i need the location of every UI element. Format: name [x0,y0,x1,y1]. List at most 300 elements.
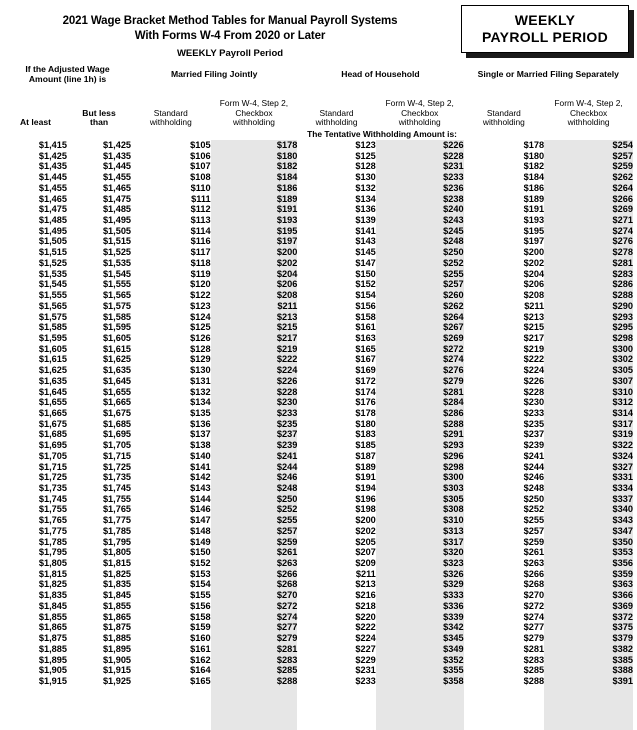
header-single-checkbox [544,84,633,128]
table-cell: $302 [544,354,633,365]
table-cell: $155 [190,590,211,601]
table-cell: $1,715 [38,461,67,472]
table-cell: $274 [376,354,464,365]
table-cell: $1,595 [38,332,67,343]
table-cell: $158 [355,311,376,322]
table-row [4,344,633,355]
table-cell: $277 [211,622,298,633]
table-cell: $207 [355,547,376,558]
table-cell: $189 [355,461,376,472]
table-cell: $385 [544,655,633,666]
table-cell: $333 [376,590,464,601]
header-mfj-checkbox-line-1: Form W-4, Step 2, [219,98,289,109]
header-mfj-standard [131,84,211,128]
table-cell: $339 [376,612,464,623]
table-cell: $222 [355,622,376,633]
table-cell-blank [464,719,545,730]
table-cell: $250 [211,494,298,505]
table-cell: $262 [544,172,633,183]
table-cell: $130 [190,365,211,376]
table-cell: $257 [211,526,298,537]
header-adjusted-wage-line-2: Amount (line 1h) is [28,74,107,84]
table-cell-blank [544,708,633,719]
table-cell: $134 [190,397,211,408]
table-cell: $146 [190,504,211,515]
header-but-less-than-line-1: But less [82,107,116,118]
header-mfj-checkbox-line-2: Checkbox [235,107,273,118]
table-cell: $1,435 [102,150,132,161]
table-cell: $162 [190,654,211,665]
table-cell: $1,545 [102,268,132,279]
table-cell: $1,875 [102,622,132,633]
table-cell: $285 [523,665,545,676]
table-cell: $1,845 [102,590,132,601]
table-cell: $147 [355,257,376,268]
table-cell: $1,455 [102,172,132,183]
table-row-blank [4,708,633,719]
table-cell: $193 [523,215,545,226]
table-cell: $322 [544,440,633,451]
table-cell: $159 [190,622,211,633]
table-cell: $1,625 [38,365,67,376]
table-cell: $1,685 [102,418,132,429]
table-cell: $224 [211,365,298,376]
header-adjusted-wage [4,64,131,84]
table-cell: $197 [523,236,545,247]
table-cell: $158 [190,611,211,622]
table-cell: $264 [544,183,633,194]
table-row [4,655,633,666]
table-cell: $236 [376,183,464,194]
table-cell: $217 [523,332,545,343]
table-cell: $235 [211,419,298,430]
header-single-checkbox-line-1: Form W-4, Step 2, [554,98,623,109]
table-cell: $340 [544,504,633,515]
table-cell: $184 [523,172,545,183]
table-cell: $1,815 [38,568,67,579]
table-cell: $252 [376,258,464,269]
table-cell: $1,895 [102,643,132,654]
table-cell: $1,565 [102,290,132,301]
table-cell: $1,505 [102,225,132,236]
table-cell: $1,785 [102,525,132,536]
table-cell: $130 [355,172,376,183]
table-cell: $1,595 [102,322,132,333]
table-cell: $191 [355,472,376,483]
table-row [4,601,633,612]
table-cell: $305 [376,494,464,505]
header-mfj-standard-line-1: Standard [153,107,188,118]
table-cell: $230 [211,397,298,408]
table-cell: $219 [211,344,298,355]
header-but-less-than-line-2: than [89,117,109,128]
table-cell: $200 [355,515,376,526]
table-row [4,151,633,162]
table-cell: $197 [211,236,298,247]
table-cell: $1,515 [102,236,132,247]
table-row [4,194,633,205]
table-cell: $136 [355,204,376,215]
table-cell-blank [376,687,464,698]
table-cell-blank [376,708,464,719]
table-cell: $293 [376,440,464,451]
table-cell: $107 [190,161,211,172]
table-cell: $1,755 [102,493,132,504]
table-cell: $114 [190,225,211,236]
table-cell: $375 [544,622,633,633]
table-cell: $1,925 [102,675,132,686]
header-hoh-checkbox-line-2: Checkbox [401,107,439,118]
table-cell: $1,495 [102,215,132,226]
table-cell-blank [67,687,131,698]
table-row [4,301,633,312]
table-cell: $248 [376,236,464,247]
table-cell: $244 [523,461,545,472]
table-cell: $1,425 [38,150,67,161]
table-cell-blank [211,708,298,719]
table-cell-blank [131,687,211,698]
table-cell: $336 [376,601,464,612]
table-cell: $1,455 [38,182,67,193]
table-cell: $108 [190,172,211,183]
table-cell: $237 [523,429,545,440]
table-cell: $1,685 [38,429,67,440]
table-cell: $295 [544,322,633,333]
table-cell: $327 [544,462,633,473]
header-single-or-married-separately: Single or Married Filing Separately [477,69,619,79]
header-adjusted-wage-line-1: If the Adjusted Wage [25,64,110,74]
table-cell: $324 [544,451,633,462]
table-cell: $1,465 [38,193,67,204]
table-cell: $132 [355,182,376,193]
table-row [4,140,633,151]
table-cell: $161 [190,643,211,654]
table-cell: $1,535 [38,268,67,279]
table-cell: $305 [544,365,633,376]
table-cell: $1,855 [38,611,67,622]
table-cell: $161 [355,322,376,333]
table-cell: $313 [376,526,464,537]
table-cell: $317 [376,537,464,548]
table-row-blank [4,687,633,698]
table-cell: $235 [523,418,545,429]
table-cell: $1,835 [102,579,132,590]
table-cell: $1,535 [102,257,132,268]
table-cell: $139 [355,215,376,226]
table-cell: $178 [523,140,545,150]
table-cell: $353 [544,547,633,558]
table-cell: $264 [376,312,464,323]
header-married-filing-jointly: Married Filing Jointly [170,69,258,79]
table-cell: $268 [523,579,545,590]
page-title [0,14,460,61]
table-cell: $1,825 [38,579,67,590]
table-row [4,397,633,408]
table-cell-blank [211,719,298,730]
table-cell: $204 [523,268,545,279]
table-cell: $1,555 [38,290,67,301]
table-cell: $240 [376,204,464,215]
table-cell: $271 [544,215,633,226]
table-cell: $153 [190,568,211,579]
table-cell: $252 [523,504,545,515]
table-cell: $233 [523,407,545,418]
table-cell-blank [67,708,131,719]
table-cell: $149 [190,536,211,547]
table-cell: $1,635 [38,375,67,386]
table-cell: $1,805 [38,558,67,569]
table-cell: $1,465 [102,182,132,193]
table-cell: $239 [523,440,545,451]
table-cell: $106 [190,150,211,161]
table-cell: $269 [544,204,633,215]
table-cell: $320 [376,547,464,558]
table-cell: $266 [523,568,545,579]
table-cell: $250 [376,247,464,258]
table-row [4,354,633,365]
table-cell: $1,765 [38,515,67,526]
table-cell-blank [464,687,545,698]
table-cell: $226 [376,140,464,151]
table-cell: $213 [523,311,545,322]
table-cell: $118 [190,257,211,268]
table-cell: $191 [523,204,545,215]
table-cell: $218 [355,600,376,611]
table-cell: $274 [544,226,633,237]
header-single-standard-line-1: Standard [486,107,521,118]
table-cell: $1,545 [38,279,67,290]
table-cell: $254 [544,140,633,151]
table-cell: $366 [544,590,633,601]
table-cell: $211 [355,568,376,579]
table-cell: $222 [523,354,545,365]
table-cell: $1,745 [102,483,132,493]
title-line-2: With Forms W-4 From 2020 or Later [134,30,326,42]
table-cell: $286 [376,408,464,419]
table-cell: $284 [376,397,464,408]
table-cell: $233 [376,172,464,183]
table-cell: $272 [211,601,298,612]
table-cell: $217 [211,333,298,344]
table-cell: $272 [376,344,464,355]
table-cell: $267 [376,322,464,333]
table-cell: $259 [544,161,633,172]
table-cell: $319 [544,429,633,440]
table-cell: $291 [376,429,464,440]
table-cell: $154 [190,579,211,590]
table-cell: $111 [191,193,211,204]
table-cell: $172 [355,375,376,386]
table-cell: $226 [523,375,545,386]
table-cell: $261 [523,547,545,558]
table-cell: $132 [190,386,211,397]
table-cell: $169 [355,365,376,376]
table-cell: $277 [523,622,545,633]
table-cell: $1,425 [102,140,132,150]
table-row [4,579,633,590]
table-cell: $350 [544,537,633,548]
table-cell: $1,815 [102,558,132,569]
payroll-period-badge [461,5,629,53]
table-cell: $200 [523,247,545,258]
table-cell: $1,765 [102,504,132,515]
table-cell: $209 [355,558,376,569]
table-cell: $215 [211,322,298,333]
header-at-least-bottom [4,128,67,140]
table-cell: $165 [355,343,376,354]
table-cell: $233 [355,675,376,686]
header-at-least: At least [19,117,52,128]
header-mfj-standard-line-2: withholding [149,117,192,128]
table-cell: $1,645 [38,386,67,397]
table-cell: $1,795 [38,547,67,558]
table-row [4,279,633,290]
table-cell: $310 [376,515,464,526]
table-cell: $379 [544,633,633,644]
table-cell: $312 [544,397,633,408]
table-cell: $1,905 [38,665,67,676]
table-cell: $1,435 [38,161,67,172]
table-cell-blank [211,687,298,698]
table-cell: $147 [190,515,211,526]
table-cell: $239 [211,440,298,451]
table-cell: $298 [544,333,633,344]
table-cell: $140 [190,450,211,461]
table-row [4,526,633,537]
table-row [4,290,633,301]
table-cell: $191 [211,204,298,215]
table-cell: $263 [211,558,298,569]
table-cell: $372 [544,612,633,623]
table-cell: $196 [355,493,376,504]
table-cell: $116 [190,236,211,247]
table-cell-blank [131,708,211,719]
table-cell: $308 [376,504,464,515]
table-cell: $1,445 [102,161,132,172]
table-cell: $1,575 [102,300,132,311]
table-cell: $1,605 [102,332,132,343]
table-cell: $213 [211,312,298,323]
table-cell: $163 [355,332,376,343]
table-cell: $123 [355,140,376,150]
table-row [4,204,633,215]
table-cell: $279 [211,633,298,644]
table-cell: $363 [544,579,633,590]
header-but-less-than-bottom [67,128,131,140]
title-subtitle: WEEKLY Payroll Period [176,48,284,59]
table-row [4,172,633,183]
table-cell: $1,855 [102,600,132,611]
table-row [4,236,633,247]
table-cell: $290 [544,301,633,312]
table-cell: $266 [211,569,298,580]
table-cell: $189 [523,193,545,204]
table-cell: $303 [376,483,464,494]
title-line-1: 2021 Wage Bracket Method Tables for Manual Payroll Systems [62,15,398,27]
table-cell: $241 [523,450,545,461]
table-cell: $310 [544,387,633,398]
wage-bracket-table [4,64,633,730]
table-cell: $119 [190,268,211,279]
table-cell: $125 [190,322,211,333]
table-cell: $122 [190,290,211,301]
table-cell: $145 [355,247,376,258]
table-cell: $343 [544,515,633,526]
table-row [4,269,633,280]
table-header [4,64,633,140]
table-cell-blank [297,719,375,730]
table-cell: $1,785 [38,536,67,547]
table-cell: $1,715 [102,450,132,461]
table-cell: $156 [355,300,376,311]
table-cell: $230 [523,397,545,408]
table-cell: $337 [544,494,633,505]
table-row [4,312,633,323]
table-cell: $1,775 [38,525,67,536]
table-cell: $206 [211,279,298,290]
table-cell: $329 [376,579,464,590]
table-cell: $105 [190,140,211,150]
table-cell: $1,485 [102,204,132,215]
table-cell: $117 [190,247,211,258]
table-cell-blank [297,708,375,719]
table-cell: $293 [544,312,633,323]
table-row [4,365,633,376]
table-row [4,665,633,676]
table-cell: $1,675 [102,407,132,418]
table-cell: $300 [376,472,464,483]
table-cell: $213 [355,579,376,590]
header-hoh-standard [297,84,375,128]
table-cell: $1,895 [38,654,67,665]
table-cell: $124 [190,311,211,322]
header-single-standard [464,84,545,128]
table-cell: $1,565 [38,300,67,311]
table-cell: $1,615 [38,354,67,365]
table-cell: $283 [523,654,545,665]
table-cell: $202 [355,525,376,536]
table-row-blank [4,719,633,730]
table-cell: $238 [376,194,464,205]
table-cell: $278 [544,247,633,258]
header-single-checkbox-line-2: Checkbox [569,107,608,118]
table-cell: $266 [544,194,633,205]
header-mfj-checkbox-line-3: withholding [232,117,275,128]
table-row [4,462,633,473]
table-cell: $112 [190,204,211,215]
table-row [4,483,633,494]
table-cell: $113 [190,215,211,226]
table-cell: $358 [376,676,464,687]
table-cell: $1,875 [38,633,67,644]
table-cell-blank [4,708,67,719]
table-row [4,408,633,419]
table-cell: $194 [355,483,376,493]
table-cell: $176 [355,397,376,408]
table-cell: $300 [544,344,633,355]
table-row [4,387,633,398]
table-cell: $205 [355,536,376,547]
table-cell: $1,775 [102,515,132,526]
table-cell: $216 [355,590,376,601]
table-cell: $355 [376,665,464,676]
table-cell: $1,475 [38,204,67,215]
table-cell: $220 [355,611,376,622]
table-cell: $248 [523,483,545,493]
table-cell: $1,575 [38,311,67,322]
table-cell: $331 [544,472,633,483]
table-row [4,376,633,387]
